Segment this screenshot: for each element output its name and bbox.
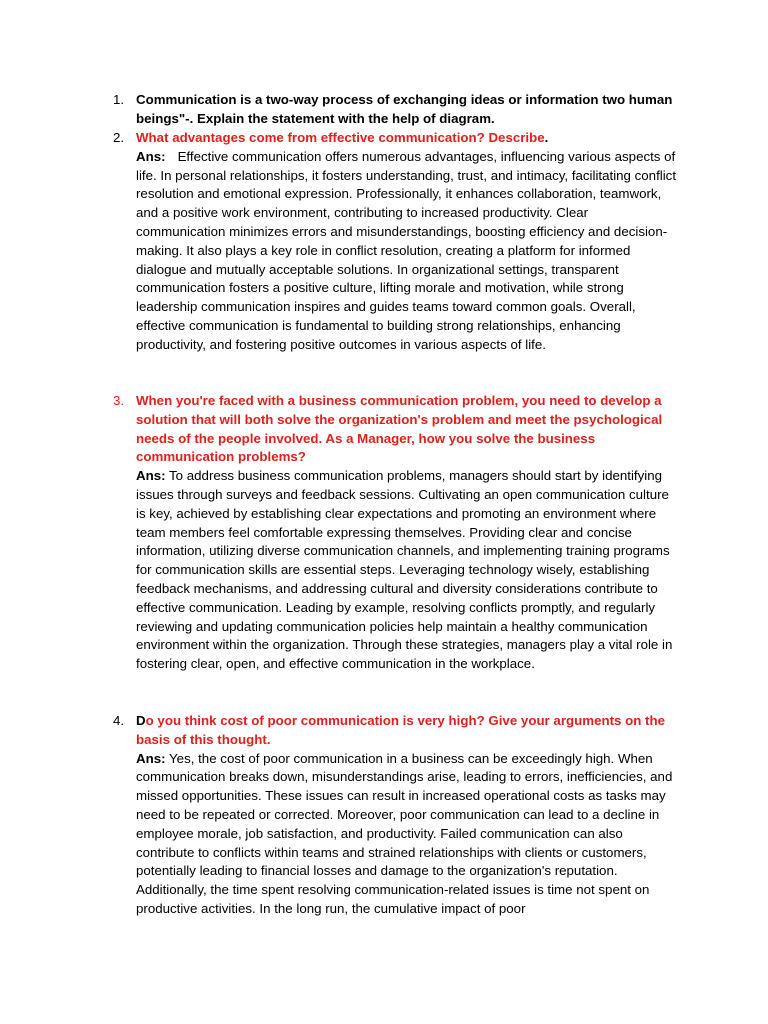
question-text xyxy=(136,129,681,148)
question-body xyxy=(136,91,681,129)
answer xyxy=(136,750,681,919)
question-number: 1. xyxy=(113,92,125,107)
question-number: 3. xyxy=(113,393,125,408)
answer xyxy=(136,467,681,674)
answer-label: Ans: xyxy=(136,148,166,164)
question-number: 4. xyxy=(113,713,125,728)
question-number: 2. xyxy=(113,130,125,145)
answer-text: Yes, the cost of poor communication in a business can be exceedingly high. When communication breaks down, misunderstandings arise, leading to errors, inefficiencies, and missed opportunities. These issues can result in increased operational costs as tasks may need to be repeated or corrected. Moreover, poor communication can lead to a decline in employee morale, job satisfaction, and productivity. Failed communication can also contribute to conflicts within teams and strained relationships with clients or customers, potentially leading to financial losses and damage to the organization's reputation. Additionally, the time spent resolving communication-related issues is time not spent on productive activities. In the long run, the cumulative impact of poor xyxy=(136,750,673,916)
answer-label: Ans: xyxy=(136,468,166,484)
answer xyxy=(136,148,681,355)
question-body xyxy=(136,129,681,355)
answer-label: Ans: xyxy=(136,750,166,766)
question-text-red: What advantages come from effective communication? Describe xyxy=(136,130,545,145)
question-text-lead: D xyxy=(136,713,146,728)
question-text: Communication is a two-way process of exchanging ideas or information two human beings"-. Explain the statement with the help of diagram. xyxy=(136,92,673,126)
answer-text: To address business communication problems, managers should start by identifying issues through surveys and feedback sessions. Cultivating an open communication culture is key, achieved by establishing clear expectations and promoting an environment where team members feel comfortable expressing themselves. Providing clear and concise information, utilizing diverse communication channels, and implementing training programs for communication skills are essential steps. Leveraging technology wisely, establishing feedback mechanisms, and addressing cultural and diversity considerations contribute to effective communication. Leading by example, resolving conflicts promptly, and regularly reviewing and updating communication policies help maintain a healthy communication environment within the organization. Through these strategies, managers play a vital role in fostering clear, open, and effective communication in the workplace. xyxy=(136,468,673,672)
answer-text: Effective communication offers numerous advantages, influencing various aspects of life. In personal relationships, it fosters understanding, trust, and intimacy, facilitating conflict resolution and emotional expression. Professionally, it enhances collaboration, teamwork, and a positive work environment, contributing to increased productivity. Clear communication minimizes errors and misunderstandings, boosting efficiency and decision-making. It also plays a key role in conflict resolution, creating a platform for informed dialogue and mutually acceptable solutions. In organizational settings, transparent communication fosters a positive culture, lifting morale and motivation, while strong leadership communication inspires and guides teams toward common goals. Overall, effective communication is fundamental to building strong relationships, enhancing productivity, and fostering positive outcomes in various aspects of life. xyxy=(136,148,677,352)
question-text-suffix: . xyxy=(544,130,549,145)
question-body xyxy=(136,712,681,919)
question-text xyxy=(136,712,681,750)
question-text: When you're faced with a business communication problem, you need to develop a solution that will both solve the organization's problem and meet the psychological needs of the people involved. As a Manager, how you solve the business communication problems? xyxy=(136,393,663,465)
question-text-red: o you think cost of poor communication is very high? Give your arguments on the basis of this thought. xyxy=(136,713,665,747)
question-body xyxy=(136,392,681,674)
